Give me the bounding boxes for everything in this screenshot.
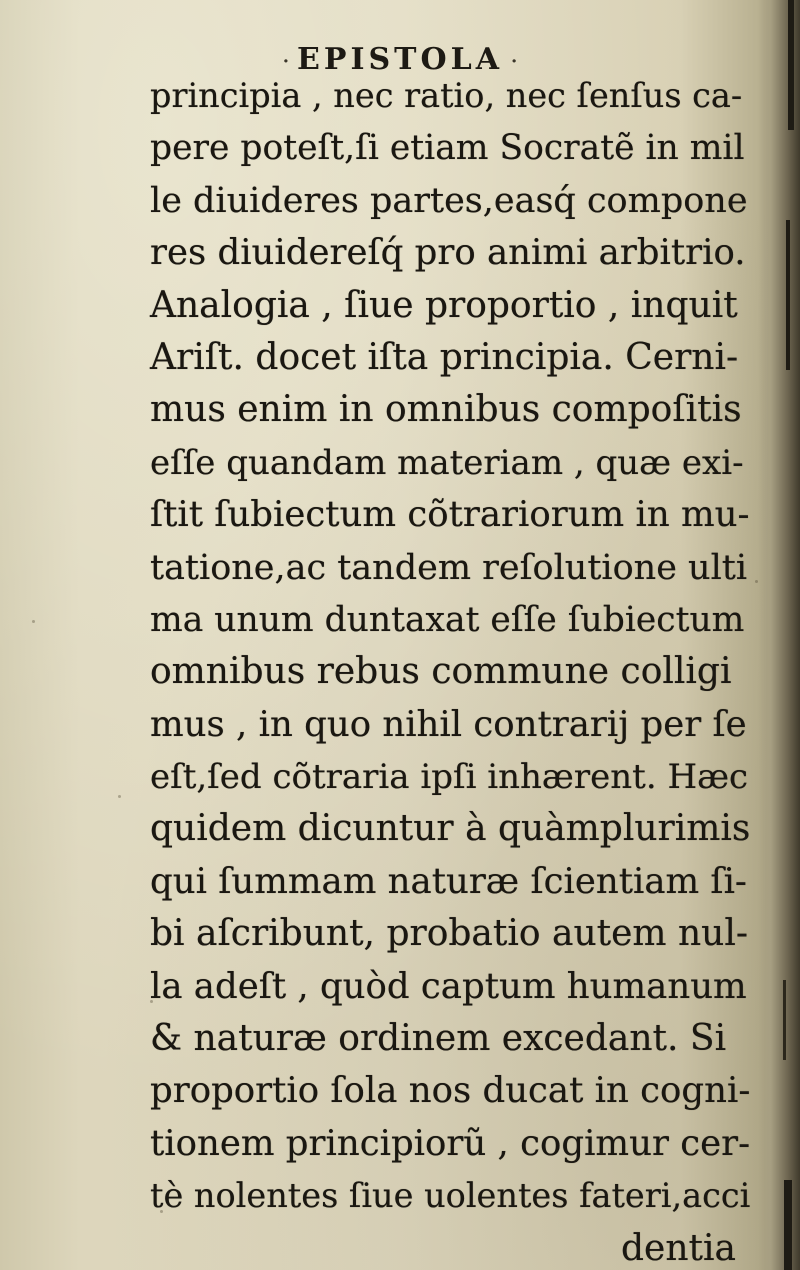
gutter-shadow xyxy=(784,1180,792,1270)
text-line: tatione,ac tandem reſolutione ulti xyxy=(150,547,748,588)
text-line: la adeſt , quòd captum humanum xyxy=(150,965,747,1007)
header-ornament: · xyxy=(282,50,290,72)
paper-speck xyxy=(118,795,121,798)
text-line: ſtit ſubiectum cõtrariorum in mu- xyxy=(150,494,750,536)
text-line: & naturæ ordinem excedant. Si xyxy=(150,1018,727,1060)
text-line: mus , in quo nihil contrarij per ſe xyxy=(150,703,747,745)
gutter-shadow xyxy=(786,220,790,370)
text-line: Ariſt. docet iſta principia. Cerni- xyxy=(150,336,739,378)
text-line: tionem principiorũ , cogimur cer- xyxy=(150,1122,751,1164)
paper-speck xyxy=(755,580,758,583)
text-line: ma unum duntaxat eſſe ſubiectum xyxy=(150,599,745,640)
text-line: pere poteſt,ſi etiam Socratẽ in mil xyxy=(150,128,745,169)
paper-speck xyxy=(32,620,35,623)
text-line: res diuidereſq́ pro animi arbitrio. xyxy=(150,232,746,274)
text-line: eſſe quandam materiam , quæ exi- xyxy=(150,442,744,483)
body-text xyxy=(150,70,750,1270)
catchword: dentia xyxy=(621,1227,736,1269)
text-line: tè nolentes ſiue uolentes fateri,acci xyxy=(150,1176,751,1216)
text-line: proportio ſola nos ducat in cogni- xyxy=(150,1070,751,1112)
header-ornament: · xyxy=(510,50,518,72)
text-line: bi aſcribunt, probatio autem nul- xyxy=(150,913,749,955)
text-line: le diuideres partes,easq́ compone xyxy=(150,180,748,221)
text-line: qui ſummam naturæ ſcientiam ſi- xyxy=(150,860,747,902)
text-line: Analogia , ſiue proportio , inquit xyxy=(150,284,738,326)
binding-gutter xyxy=(758,0,800,1270)
text-line: eſt,ſed cõtraria ipſi inhærent. Hæc xyxy=(150,757,749,798)
text-line: quidem dicuntur à quàmplurimis xyxy=(150,808,751,850)
text-line: omnibus rebus commune colligi xyxy=(150,651,732,693)
header-title: EPISTOLA xyxy=(297,42,503,77)
text-line: mus enim in omnibus compoſitis xyxy=(150,389,742,431)
gutter-shadow xyxy=(783,980,786,1060)
text-line: principia , nec ratio, nec ſenſus ca- xyxy=(150,76,743,115)
